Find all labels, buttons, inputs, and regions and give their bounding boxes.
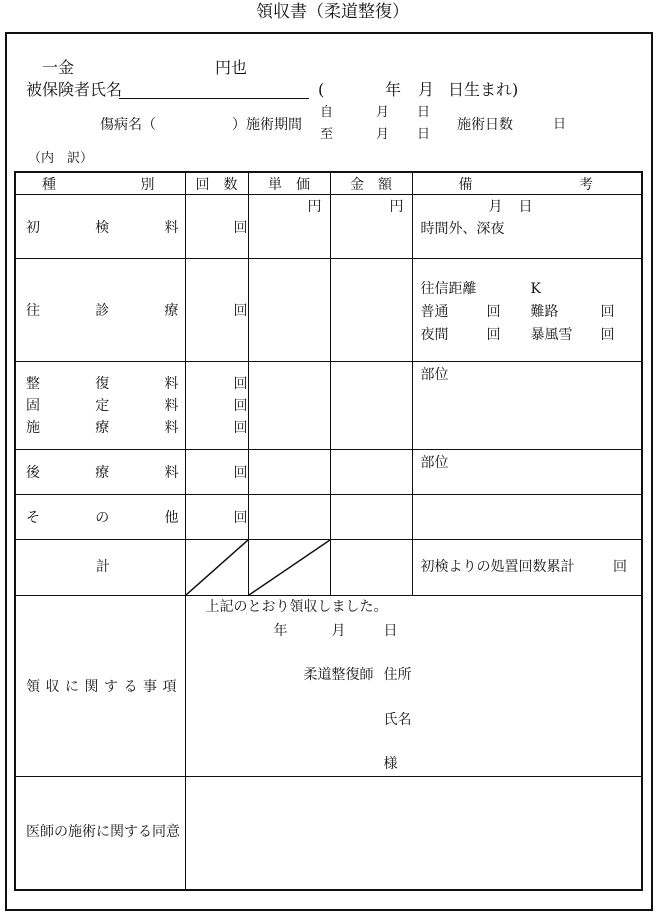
receipt-statement: 上記のとおり領収しました。	[205, 599, 388, 615]
treatment-days-label: 施術日数	[457, 117, 513, 133]
row-initial-unit-price[interactable]: 円	[248, 195, 330, 259]
receipt-day: 日	[383, 623, 398, 639]
period-from-month: 月	[376, 105, 390, 120]
amount-prefix: 一金	[42, 58, 75, 77]
row-after-amount[interactable]	[330, 450, 412, 495]
birth-year: 年	[385, 80, 402, 99]
diagonal-slash-icon	[186, 540, 248, 595]
row-total-label: 計	[15, 540, 185, 596]
row-other-amount[interactable]	[330, 495, 412, 540]
row-visit-amount[interactable]	[330, 259, 412, 362]
period-from-day: 日	[417, 105, 431, 120]
table-row-set	[15, 362, 642, 450]
table-header-row	[15, 172, 642, 195]
header-amount: 金 額	[330, 172, 412, 195]
table-row-receipt	[15, 596, 642, 777]
amount-suffix: 円也	[215, 58, 248, 77]
row-visit-unit-price[interactable]	[248, 259, 330, 362]
row-initial-label: 初 検 料	[15, 195, 185, 259]
practitioner-label: 柔道整復師	[303, 667, 374, 683]
row-total-remarks[interactable]: 初検よりの処置回数累計 回	[412, 540, 642, 596]
header-remarks: 備 考	[412, 172, 642, 195]
table-row-total	[15, 540, 642, 596]
birth-day-suffix: 日生まれ)	[448, 80, 519, 99]
row-initial-remarks[interactable]: 月 日 時間外、深夜	[412, 195, 642, 259]
row-initial-amount[interactable]: 円	[330, 195, 412, 259]
receipt-section-label: 領 収 に 関 す る 事 項	[15, 596, 185, 777]
row-total-count-void	[185, 540, 248, 596]
honorific-label: 様	[383, 756, 398, 772]
row-after-count[interactable]: 回	[185, 450, 248, 495]
header-unit-price: 単 価	[248, 172, 330, 195]
injury-label: 傷病名（	[100, 117, 156, 133]
row-after-remarks[interactable]: 部位	[412, 450, 642, 495]
period-to-label: 至	[320, 127, 334, 142]
table-row-consent	[15, 777, 642, 890]
row-visit-count[interactable]: 回	[185, 259, 248, 362]
receipt-month: 月	[331, 623, 346, 639]
address-label: 住所	[383, 667, 412, 683]
row-visit-remarks[interactable]: 往信距離 K 普通 回 難路 回 夜間 回 暴風雪 回	[412, 259, 642, 362]
row-other-count[interactable]: 回	[185, 495, 248, 540]
header-count: 回 数	[185, 172, 248, 195]
row-set-amount[interactable]	[330, 362, 412, 450]
table-row-other	[15, 495, 642, 540]
name-label: 氏名	[383, 712, 412, 728]
row-set-label	[15, 362, 185, 450]
row-other-remarks[interactable]	[412, 495, 642, 540]
diagonal-slash-icon	[249, 540, 330, 595]
receipt-year: 年	[273, 623, 288, 639]
table-row-initial	[15, 195, 642, 259]
breakdown-table	[14, 171, 643, 891]
consent-label: 医師の施術に関する同意	[15, 777, 185, 890]
row-other-unit-price[interactable]	[248, 495, 330, 540]
treatment-days-unit: 日	[553, 117, 567, 132]
row-set-item: 固 定 料	[26, 397, 179, 414]
row-after-unit-price[interactable]	[248, 450, 330, 495]
row-visit-label: 往 診 療	[15, 259, 185, 362]
table-row-after	[15, 450, 642, 495]
insured-name-field[interactable]	[119, 82, 309, 99]
row-after-label: 後 療 料	[15, 450, 185, 495]
period-to-month: 月	[376, 127, 390, 142]
row-other-label: そ の 他	[15, 495, 185, 540]
row-total-unit-price-void	[248, 540, 330, 596]
period-from-label: 自	[320, 105, 334, 120]
row-set-unit-price[interactable]	[248, 362, 330, 450]
row-set-item: 施 療 料	[26, 419, 179, 436]
row-set-remarks[interactable]: 部位	[412, 362, 642, 450]
table-row-visit	[15, 259, 642, 362]
page-title: 領収書（柔道整復）	[256, 2, 409, 22]
birth-open: (	[318, 80, 325, 99]
injury-close-period-label: ）施術期間	[232, 117, 302, 133]
row-total-amount[interactable]	[330, 540, 412, 596]
row-set-count[interactable]: 回 回 回	[185, 362, 248, 450]
header-type: 種 別	[15, 172, 185, 195]
row-initial-count[interactable]: 回	[185, 195, 248, 259]
receipt-section-body	[185, 596, 642, 777]
birth-month: 月	[418, 80, 435, 99]
breakdown-label: （内 訳）	[28, 151, 94, 166]
insured-name-label: 被保険者氏名	[26, 80, 123, 99]
period-to-day: 日	[417, 127, 431, 142]
consent-body[interactable]	[185, 777, 642, 890]
row-set-item: 整 復 料	[26, 375, 179, 392]
